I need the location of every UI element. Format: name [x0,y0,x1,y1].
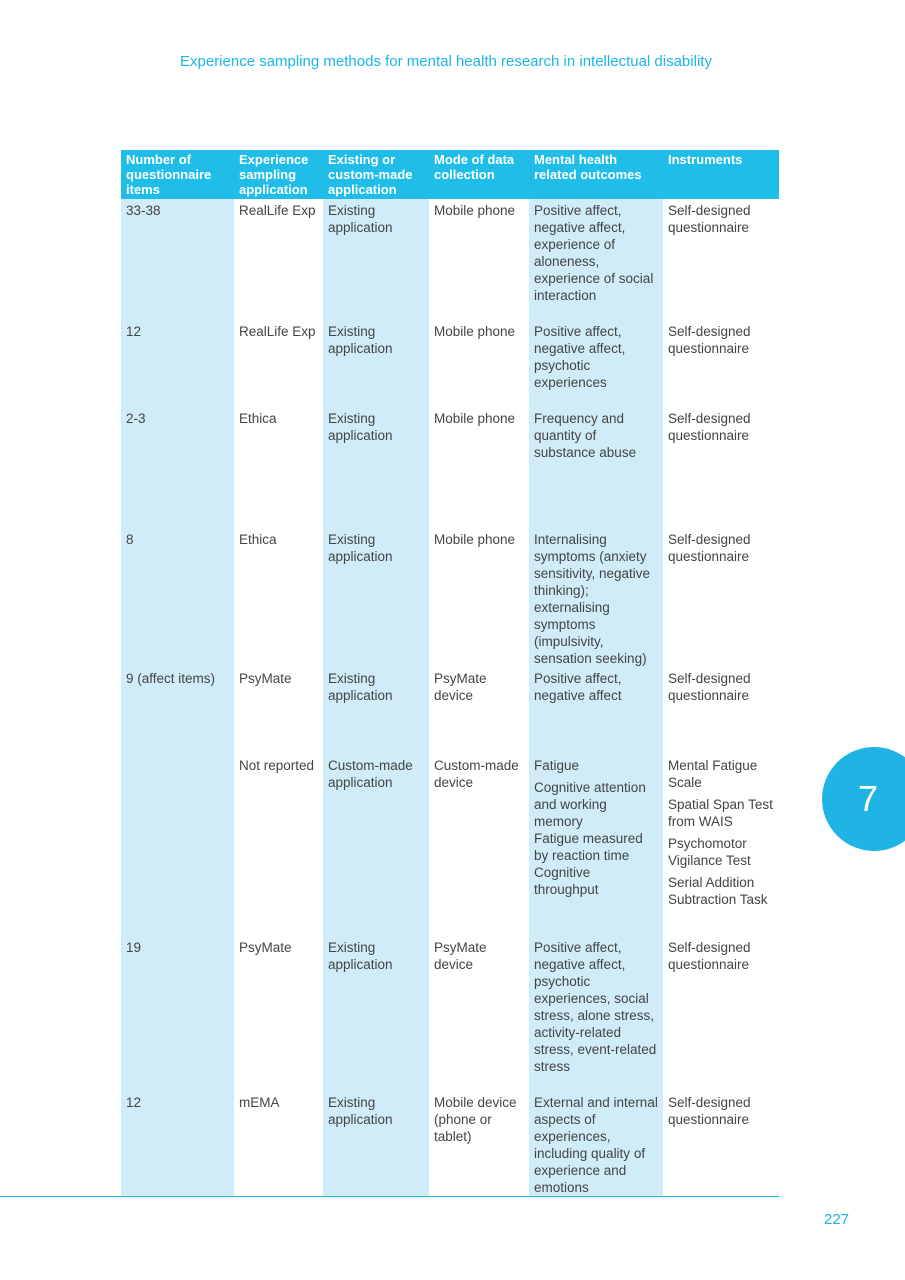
col-header-mode: Mode of data collection [429,150,529,199]
cell-mode: Mobile phone [434,203,516,218]
cell-outcomes: Positive affect, negative affect, psychotic experiences, social stress, alone stress, activity-related stress, event-related stress [529,936,663,1091]
cell-mode: PsyMate device [434,940,487,972]
cell-outcomes: Positive affect, negative affect, psychotic experiences [529,320,663,407]
outcome-entry: Cognitive attention and working memory [534,780,646,829]
cell-app: mEMA [239,1095,280,1110]
cell-outcomes [529,754,663,936]
cell-items: 9 (affect items) [121,667,234,754]
cell-app: RealLife Exp [239,324,316,339]
cell-outcomes: Positive affect, negative affect [529,667,663,754]
table-row [121,1091,779,1196]
cell-items: 8 [121,528,234,667]
cell-mode: Mobile device (phone or tablet) [434,1095,517,1144]
col-header-outcomes: Mental health related outcomes [529,150,663,199]
cell-type: Existing application [323,667,429,754]
instrument-entry: Mental Fatigue Scale [668,758,758,790]
cell-mode: Mobile phone [434,411,516,426]
cell-outcomes: Positive affect, negative affect, experience of aloneness, experience of social interaction [529,199,663,320]
instrument-entry: Spatial Span Test from WAIS [668,797,773,829]
cell-type: Existing application [323,199,429,320]
cell-instruments: Self-designed questionnaire [668,940,751,972]
outcome-entry: Fatigue measured by reaction time [534,831,643,863]
table-row [121,407,779,528]
cell-type: Existing application [323,407,429,528]
table-row [121,528,779,667]
cell-items: 33-38 [121,199,234,320]
running-title: Experience sampling methods for mental health research in intellectual disability [180,53,712,70]
table-row [121,667,779,754]
cell-instruments: Self-designed questionnaire [668,1095,751,1127]
cell-instruments: Self-designed questionnaire [668,671,751,703]
cell-instruments: Self-designed questionnaire [668,532,751,564]
cell-items: 12 [121,320,234,407]
cell-mode: Mobile phone [434,532,516,547]
table-row [121,320,779,407]
instrument-entry: Psychomotor Vigilance Test [668,836,751,868]
cell-items: 2-3 [121,407,234,528]
col-header-type: Existing or custom-made application [323,150,429,199]
col-header-app: Experience sampling application [234,150,323,199]
cell-app: Not reported [239,758,315,773]
cell-items [121,754,234,936]
cell-type: Custom-made application [323,754,429,936]
cell-outcomes: External and internal aspects of experiences, including quality of experience and emotions [529,1091,663,1196]
cell-type: Existing application [323,936,429,1091]
col-header-instruments: Instruments [663,150,779,199]
cell-items: 19 [121,936,234,1091]
cell-app: Ethica [239,411,277,426]
cell-instruments: Self-designed questionnaire [668,324,751,356]
study-table [121,150,779,1196]
cell-instruments: Self-designed questionnaire [668,203,751,235]
chapter-tab: 7 [822,747,905,851]
table-header-row [121,150,779,199]
table-row [121,754,779,936]
cell-app: Ethica [239,532,277,547]
outcome-entry: Cognitive throughput [534,865,599,897]
cell-mode: Mobile phone [434,324,516,339]
cell-outcomes: Internalising symptoms (anxiety sensitivity, negative thinking); externalising symptoms (impulsivity, sensation seeking) [529,528,663,667]
cell-instruments [663,754,779,936]
cell-type: Existing application [323,1091,429,1196]
col-header-items: Number of questionnaire items [121,150,234,199]
page-number: 227 [824,1211,850,1228]
table-row [121,199,779,320]
cell-app: PsyMate [239,940,292,955]
cell-mode: PsyMate device [434,671,487,703]
cell-app: PsyMate [239,671,292,686]
cell-outcomes: Frequency and quantity of substance abuse [529,407,663,528]
cell-type: Existing application [323,528,429,667]
cell-type: Existing application [323,320,429,407]
cell-app: RealLife Exp [239,203,316,218]
table-row [121,936,779,1091]
cell-items: 12 [121,1091,234,1196]
bottom-rule [0,1196,779,1197]
outcome-entry: Fatigue [534,758,580,773]
instrument-entry: Serial Addition Subtraction Task [668,875,768,907]
cell-mode: Custom-made device [434,758,519,790]
cell-instruments: Self-designed questionnaire [668,411,751,443]
